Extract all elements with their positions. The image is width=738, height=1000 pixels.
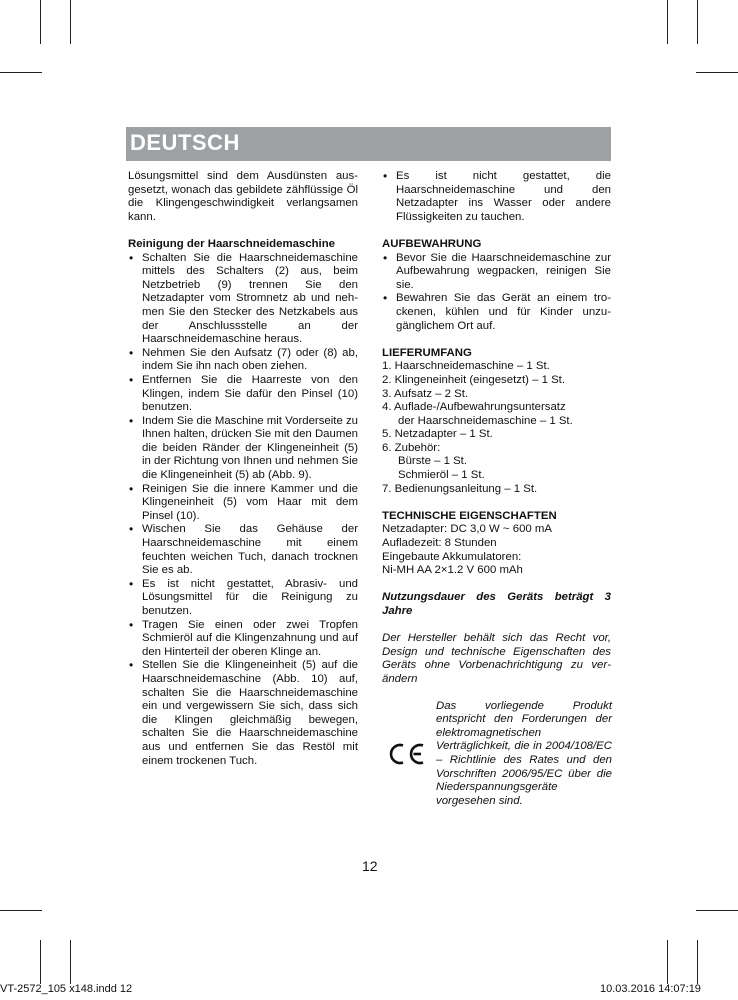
list-item: • Nehmen Sie den Aufsatz (7) oder (8) ab, indem Sie ihn nach oben ziehen.	[128, 347, 358, 374]
manufacturer-note: Der Hersteller behält sich das Recht vor, Design und technische Eigenschaften des Geräts ohne Vorbenachrichtigung zu verändern	[382, 632, 611, 685]
spec-line: Eingebaute Akkumulatoren:	[382, 550, 522, 563]
list-item: • Bevor Sie die Haarschneidemaschine zur Aufbewahrung wegpacken, reinigen Sie sie.	[382, 252, 611, 293]
list-item: • Bewahren Sie das Gerät an einem trockenen, kühlen und für Kinder unzugänglichem Ort auf.	[382, 292, 611, 333]
ce-mark-icon	[386, 742, 426, 766]
section-title: DEUTSCH	[130, 130, 240, 155]
contents-heading: LIEFERUMFANG	[382, 346, 472, 359]
list-item: der Haarschneidemaschine – 1 St.	[398, 414, 573, 427]
list-item: 6. Zubehör:	[382, 441, 441, 454]
crop-mark-tl-v2	[70, 0, 71, 44]
list-item: 4. Auflade-/Aufbewahrungsuntersatz	[382, 401, 566, 414]
list-item: 3. Aufsatz – 2 St.	[382, 387, 469, 400]
section-banner	[126, 127, 611, 161]
list-item: • Reinigen Sie die innere Kammer und die Klingeneinheit (5) vom Haar mit dem Pinsel (10).	[128, 483, 358, 524]
crop-mark-br-v2	[697, 940, 698, 984]
list-item: • Schalten Sie die Haarschneidemaschine mittels des Schalters (2) aus, beim Netzbetrieb (9) trennen Sie den Netzadapter vom Stromnetz ab und nehmen Sie den Stecker des Netzkabels aus der Anschlussstelle an der Haarschneidemaschine heraus.	[128, 252, 358, 347]
list-item: • Indem Sie die Maschine mit Vorderseite zu Ihnen halten, drücken Sie mit den Daumen die beiden Ränder der Klingeneinheit (5) in der Richtung von Ihnen und nehmen Sie die Klingeneinheit (5) ab (Abb. 9).	[128, 415, 358, 483]
contents-list	[382, 360, 611, 496]
crop-mark-tr-v2	[697, 0, 698, 44]
list-item: • Es ist nicht gestattet, die Haarschneidemaschine und den Netzadapter ins Wasser oder andere Flüssigkeiten zu tauchen.	[382, 170, 611, 224]
print-slug-left: VT-2572_105 x148.indd 12	[0, 983, 133, 995]
crop-mark-bl-h	[0, 910, 42, 911]
intro-paragraph: Lösungsmittel sind dem Ausdünsten ausgesetzt, wonach das gebildete zähflüssige Öl die Klingengeschwindigkeit verlangsamen kann.	[128, 170, 358, 223]
crop-mark-tr-h	[696, 72, 738, 73]
crop-mark-tr-v	[667, 0, 668, 44]
spec-line: Netzadapter: DC 3,0 W ~ 600 mA	[382, 523, 552, 536]
spec-line: Aufladezeit: 8 Stunden	[382, 537, 497, 550]
list-item: • Entfernen Sie die Haarreste von den Klingen, indem Sie dafür den Pinsel (10) benutzen.	[128, 374, 358, 415]
storage-heading: AUFBEWAHRUNG	[382, 237, 482, 250]
list-item: • Stellen Sie die Klingeneinheit (5) auf die Haarschneidemaschine (Abb. 10) auf, schalten Sie die Haarschneidemaschine ein und vergewissern Sie sich, dass sich die Klingen gleichmäßig bewegen, schalten Sie die Haarschneidemaschine aus und entfernen Sie das Restöl mit einem trockenen Tuch.	[128, 659, 358, 768]
list-item: 7. Bedienungsanleitung – 1 St.	[382, 482, 538, 495]
crop-mark-bl-v2	[70, 940, 71, 984]
spec-line: Ni-MH AA 2×1.2 V 600 mAh	[382, 564, 523, 577]
crop-mark-bl-v	[40, 940, 41, 984]
ce-compliance-block	[382, 700, 611, 820]
water-warning-list	[382, 170, 611, 224]
crop-mark-br-v	[667, 940, 668, 984]
crop-mark-tl-v	[40, 0, 41, 44]
cleaning-list	[128, 252, 358, 769]
left-column	[128, 170, 358, 768]
list-item: • Es ist nicht gestattet, Abrasiv- und Lösungsmittel für die Reinigung zu benutzen.	[128, 578, 358, 619]
right-column	[382, 170, 611, 820]
list-item: • Wischen Sie das Gehäuse der Haarschneidemaschine mit einem feuchten weichen Tuch, danach trocknen Sie es ab.	[128, 523, 358, 577]
lifetime-note: Nutzungsdauer des Geräts beträgt 3 Jahre	[382, 591, 611, 617]
storage-list	[382, 252, 611, 334]
crop-mark-tl-h	[0, 72, 42, 73]
list-item: Bürste – 1 St.	[398, 455, 468, 468]
list-item: 2. Klingeneinheit (eingesetzt) – 1 St.	[382, 373, 565, 386]
list-item: • Tragen Sie einen oder zwei Tropfen Schmieröl auf die Klingenzahnung und auf den Hinterteil der oberen Klinge an.	[128, 619, 358, 660]
list-item: Schmieröl – 1 St.	[398, 469, 485, 482]
ce-compliance-text: Das vorliegende Produkt entspricht den Forderungen der elektromagnetischen Verträglichkeit, die in 2004/108/EC – Richtlinie des Rates und den Vorschriften 2006/95/EC über die Niederspannungsgeräte vorgesehen sind.	[436, 699, 612, 807]
list-item: 5. Netzadapter – 1 St.	[382, 428, 493, 441]
cleaning-heading: Reinigung der Haarschneidemaschine	[128, 237, 335, 250]
crop-mark-br-h	[696, 910, 738, 911]
specs-heading: TECHNISCHE EIGENSCHAFTEN	[382, 509, 557, 522]
print-slug-right: 10.03.2016 14:07:19	[600, 983, 701, 995]
list-item: 1. Haarschneidemaschine – 1 St.	[382, 360, 550, 373]
page-number: 12	[362, 858, 378, 874]
